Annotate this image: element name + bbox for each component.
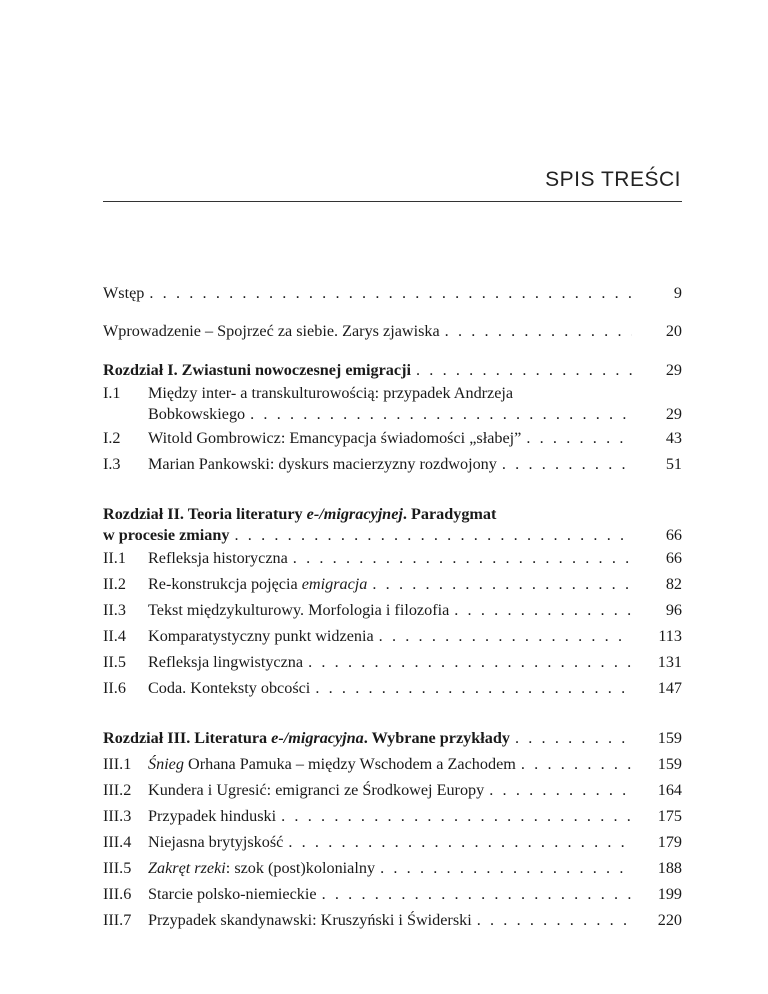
toc-entry[interactable] bbox=[103, 455, 682, 475]
section-number: III.1 bbox=[103, 755, 132, 773]
leader-dots bbox=[372, 575, 632, 594]
page-number: 51 bbox=[665, 455, 682, 473]
leader-dots bbox=[288, 833, 632, 852]
page-number: 164 bbox=[657, 781, 682, 799]
entry-title: Śnieg Orhana Pamuka – między Wschodem a Zachodem bbox=[148, 755, 516, 773]
section-number: III.5 bbox=[103, 859, 132, 877]
entry-title: Przypadek skandynawski: Kruszyński i Świderski bbox=[148, 911, 472, 929]
section-number: II.6 bbox=[103, 679, 126, 697]
entry-title: Coda. Konteksty obcości bbox=[148, 679, 311, 697]
page-number: 159 bbox=[657, 729, 682, 747]
toc-entry[interactable] bbox=[103, 859, 682, 879]
toc-chapter[interactable] bbox=[103, 361, 682, 381]
entry-title: Re-konstrukcja pojęcia emigracja bbox=[148, 575, 368, 593]
entry-title: Komparatystyczny punkt widzenia bbox=[148, 627, 374, 645]
page-number: 29 bbox=[665, 405, 682, 423]
chapter-title: Rozdział III. Literatura e-/migracyjna. Wybrane przykłady bbox=[103, 729, 510, 747]
page-number: 96 bbox=[665, 601, 682, 619]
chapter-title-line1: Rozdział II. Teoria literatury e-/migracyjnej. Paradygmat bbox=[103, 505, 497, 523]
page-title: SPIS TREŚCI bbox=[545, 168, 681, 191]
entry-title: Wprowadzenie – Spojrzeć za siebie. Zarys zjawiska bbox=[103, 322, 440, 340]
toc-entry[interactable] bbox=[103, 885, 682, 905]
toc-chapter[interactable] bbox=[103, 729, 682, 749]
page-number: 220 bbox=[657, 911, 682, 929]
toc-entry-continuation[interactable] bbox=[103, 405, 682, 425]
page-number: 20 bbox=[665, 322, 682, 340]
page-number: 199 bbox=[657, 885, 682, 903]
toc-entry[interactable] bbox=[103, 284, 682, 304]
page-number: 66 bbox=[665, 549, 682, 567]
toc-entry[interactable] bbox=[103, 429, 682, 449]
entry-title: Tekst międzykulturowy. Morfologia i filozofia bbox=[148, 601, 450, 619]
section-number: II.3 bbox=[103, 601, 126, 619]
leader-dots bbox=[308, 653, 632, 672]
entry-title: Witold Gombrowicz: Emancypacja świadomości „słabej” bbox=[148, 429, 522, 447]
chapter-title-line2: w procesie zmiany bbox=[103, 526, 230, 544]
page-number: 175 bbox=[657, 807, 682, 825]
section-number: II.4 bbox=[103, 627, 126, 645]
page-number: 131 bbox=[657, 653, 682, 671]
leader-dots bbox=[521, 755, 632, 774]
toc-entry[interactable] bbox=[103, 601, 682, 621]
entry-title: Refleksja historyczna bbox=[148, 549, 288, 567]
toc-entry[interactable] bbox=[103, 384, 682, 404]
leader-dots bbox=[250, 405, 632, 424]
entry-title: Przypadek hinduski bbox=[148, 807, 277, 825]
toc-entry[interactable] bbox=[103, 322, 682, 342]
page-number: 113 bbox=[658, 627, 682, 645]
toc-entry[interactable] bbox=[103, 911, 682, 931]
section-number: II.1 bbox=[103, 549, 126, 567]
section-number: III.3 bbox=[103, 807, 132, 825]
toc-entry[interactable] bbox=[103, 627, 682, 647]
leader-dots bbox=[445, 322, 632, 341]
leader-dots bbox=[526, 429, 632, 448]
section-number: II.5 bbox=[103, 653, 126, 671]
page-number: 82 bbox=[665, 575, 682, 593]
leader-dots bbox=[454, 601, 632, 620]
leader-dots bbox=[281, 807, 632, 826]
leader-dots bbox=[234, 526, 632, 545]
toc-entry[interactable] bbox=[103, 549, 682, 569]
section-number: I.2 bbox=[103, 429, 121, 447]
leader-dots bbox=[489, 781, 632, 800]
title-rule bbox=[103, 201, 682, 202]
leader-dots bbox=[502, 455, 632, 474]
entry-title-line1: Między inter- a transkulturowością: przypadek Andrzeja bbox=[148, 384, 514, 402]
leader-dots bbox=[416, 361, 632, 380]
section-number: I.3 bbox=[103, 455, 121, 473]
page-number: 29 bbox=[665, 361, 682, 379]
chapter-title: Rozdział I. Zwiastuni nowoczesnej emigracji bbox=[103, 361, 411, 379]
leader-dots bbox=[515, 729, 632, 748]
section-number: III.4 bbox=[103, 833, 132, 851]
toc-chapter-continuation[interactable] bbox=[103, 526, 682, 546]
section-number: II.2 bbox=[103, 575, 126, 593]
entry-title: Kundera i Ugresić: emigranci ze Środkowej Europy bbox=[148, 781, 485, 799]
entry-title: Zakręt rzeki: szok (post)kolonialny bbox=[148, 859, 376, 877]
entry-title: Marian Pankowski: dyskurs macierzyzny rozdwojony bbox=[148, 455, 497, 473]
section-number: III.7 bbox=[103, 911, 132, 929]
toc-entry[interactable] bbox=[103, 807, 682, 827]
page-number: 66 bbox=[665, 526, 682, 544]
leader-dots bbox=[322, 885, 632, 904]
toc-entry[interactable] bbox=[103, 833, 682, 853]
toc-chapter[interactable] bbox=[103, 505, 682, 525]
section-number: III.6 bbox=[103, 885, 132, 903]
page-number: 179 bbox=[657, 833, 682, 851]
toc-entry[interactable] bbox=[103, 679, 682, 699]
section-number: III.2 bbox=[103, 781, 132, 799]
toc-entry[interactable] bbox=[103, 653, 682, 673]
page-number: 147 bbox=[657, 679, 682, 697]
leader-dots bbox=[293, 549, 632, 568]
entry-title: Niejasna brytyjskość bbox=[148, 833, 284, 851]
entry-title-line2: Bobkowskiego bbox=[148, 405, 246, 423]
leader-dots bbox=[380, 859, 632, 878]
entry-title: Wstęp bbox=[103, 284, 145, 302]
section-number: I.1 bbox=[103, 384, 121, 402]
toc-entry[interactable] bbox=[103, 755, 682, 775]
page-number: 188 bbox=[657, 859, 682, 877]
leader-dots bbox=[149, 284, 632, 303]
page-number: 159 bbox=[657, 755, 682, 773]
leader-dots bbox=[315, 679, 632, 698]
entry-title: Refleksja lingwistyczna bbox=[148, 653, 304, 671]
toc-entry[interactable] bbox=[103, 575, 682, 595]
entry-title: Starcie polsko-niemieckie bbox=[148, 885, 317, 903]
toc-entry[interactable] bbox=[103, 781, 682, 801]
page-number: 43 bbox=[665, 429, 682, 447]
page-number: 9 bbox=[673, 284, 682, 302]
leader-dots bbox=[477, 911, 632, 930]
leader-dots bbox=[379, 627, 632, 646]
